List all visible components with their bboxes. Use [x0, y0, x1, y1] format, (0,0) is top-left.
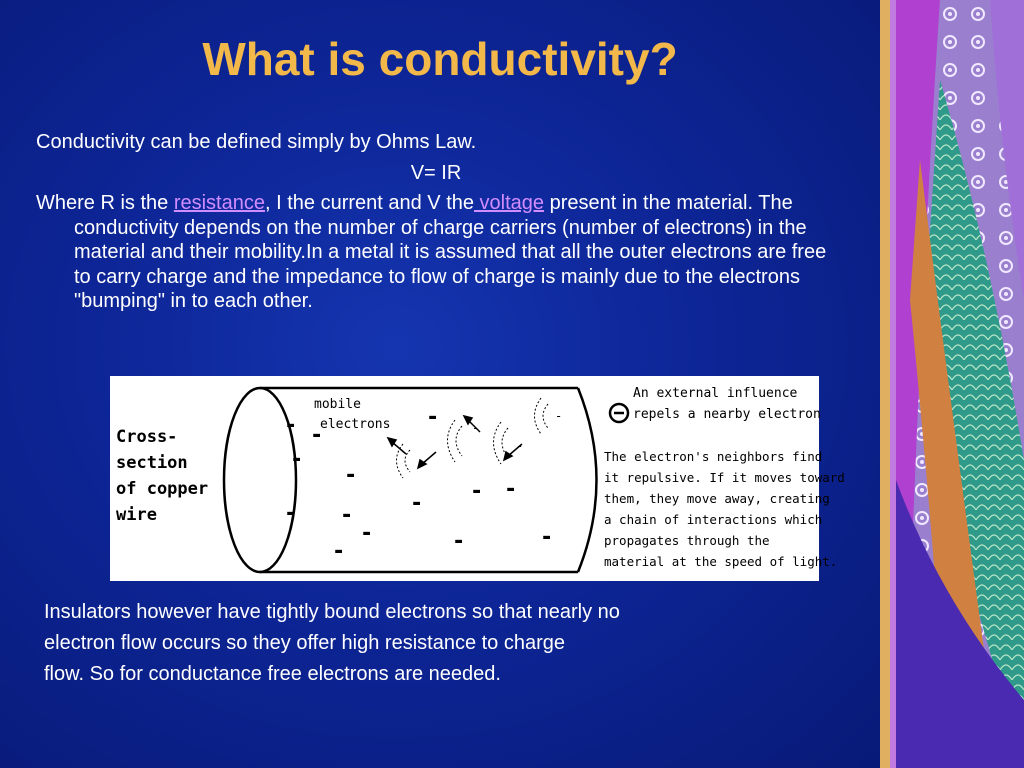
insulators-line: Insulators however have tightly bound electrons so that nearly no — [44, 601, 620, 623]
decorative-border — [880, 0, 1024, 768]
electron-mark: - — [332, 539, 346, 564]
resistance-link[interactable]: resistance — [173, 192, 265, 214]
electron-mark: - — [540, 525, 554, 550]
electron-mark: - — [472, 421, 480, 435]
electron-mark: - — [360, 521, 374, 546]
insulators-line: electron flow occurs so they offer high resistance to charge — [44, 632, 566, 654]
insulators-paragraph — [44, 597, 804, 690]
ohms-law-intro: Conductivity can be defined simply by Ohms Law. — [36, 131, 477, 153]
cylinder-end-curve — [578, 388, 597, 572]
wave-arc — [494, 422, 502, 464]
influence-line: An external influence — [633, 386, 798, 401]
left-label-line: of copper — [116, 479, 209, 499]
explanation-label — [604, 449, 845, 569]
left-label-line: Cross- — [116, 427, 178, 447]
explanation-line: The electron's neighbors find — [604, 449, 823, 464]
ohms-law-equation: V= IR — [410, 161, 462, 184]
voltage-link[interactable]: voltage — [474, 192, 545, 214]
electron-mark: - — [340, 503, 354, 528]
influence-label — [633, 386, 821, 422]
electron-mark: - — [284, 501, 298, 526]
electron-mark: - — [410, 491, 424, 516]
wave-arc — [535, 398, 542, 434]
mobile-label-line: electrons — [320, 417, 391, 432]
electron-mark: - — [452, 529, 466, 554]
copper-wire-diagram — [110, 376, 845, 581]
electron-mark: - — [470, 479, 484, 504]
body-text — [36, 130, 836, 314]
mobile-label-line: mobile — [314, 397, 361, 412]
electron-mark: - — [426, 405, 440, 430]
slide-title: What is conductivity? — [202, 33, 678, 85]
copper-wire-figure — [110, 376, 845, 581]
explanation-line: propagates through the — [604, 533, 770, 548]
conductivity-paragraph — [36, 191, 836, 314]
explanation-line: them, they move away, creating — [604, 491, 830, 506]
left-label-line: wire — [116, 505, 157, 525]
electron-mark: - — [344, 463, 358, 488]
wave-arc — [448, 420, 456, 462]
para-start: Where R is the — [36, 192, 174, 214]
electron-mark: - — [516, 439, 524, 453]
electron-mark: - — [290, 447, 304, 472]
wave-arc — [456, 426, 462, 456]
influence-line: repels a nearby electron — [633, 407, 821, 422]
para-end: present in the material. The conductivity depends on the number of charge carriers (number of electrons) in the material and their mobility.In a metal it is assumed that all the outer electrons are free to carry charge and the impedance to flow of charge is mainly due to the electrons "bumping" in to each other. — [74, 192, 827, 312]
electron-mark: - — [504, 477, 518, 502]
electron-mark: - — [310, 423, 324, 448]
mobile-electrons-label — [314, 397, 390, 432]
explanation-line: it repulsive. If it moves toward — [604, 470, 845, 485]
wave-arc — [543, 404, 548, 428]
gold-edge — [880, 0, 890, 768]
wave-electrons — [472, 409, 562, 453]
left-label-line: section — [116, 453, 188, 473]
explanation-line: material at the speed of light. — [604, 554, 838, 569]
external-influence-symbol — [610, 404, 628, 422]
violet-edge — [890, 0, 896, 768]
para-mid: , I the current and V the — [264, 192, 474, 214]
cross-section-label — [116, 427, 208, 525]
electron-mark: - — [284, 413, 298, 438]
explanation-line: a chain of interactions which — [604, 512, 823, 527]
electron-mark: - — [555, 409, 563, 423]
motion-arrows — [388, 416, 522, 468]
insulators-line: flow. So for conductance free electrons are needed. — [44, 663, 501, 685]
